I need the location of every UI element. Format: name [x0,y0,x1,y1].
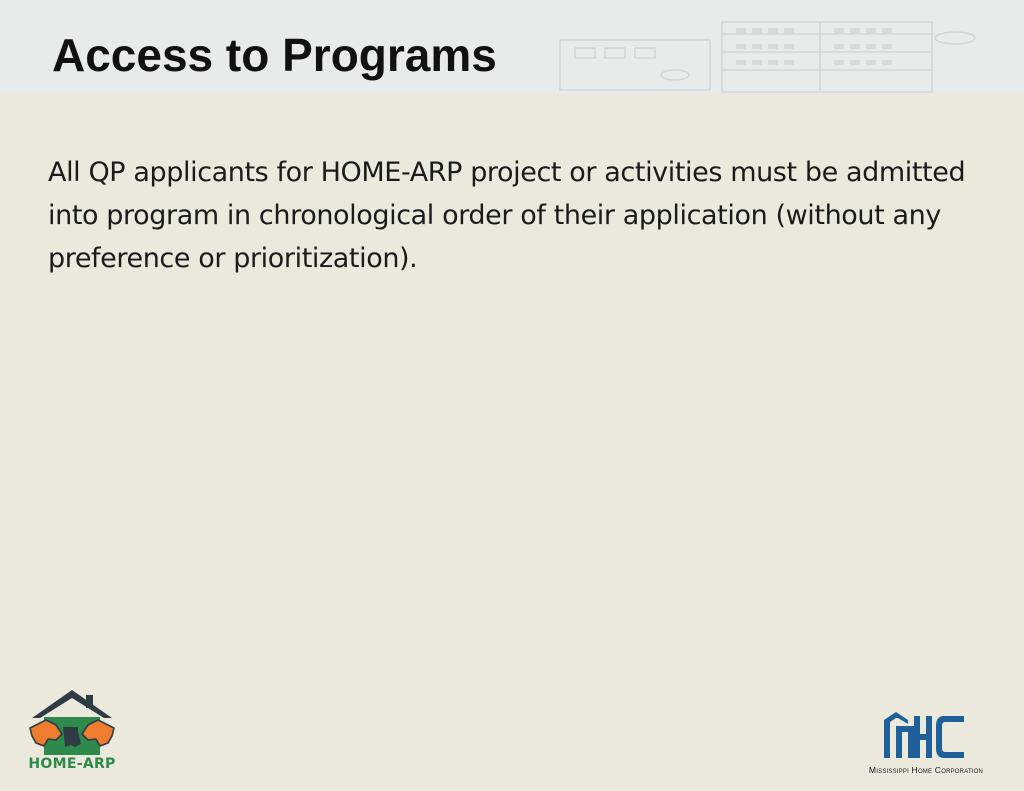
home-arp-wordmark: HOME-ARP [28,756,116,772]
slide-body-text: All QP applicants for HOME-ARP project or activities must be admitted into program in chronological order of their application (without any preference or prioritization). [48,157,966,274]
header-band [0,0,1024,93]
home-arp-logo [26,688,118,778]
home-arp-house-icon [26,688,118,756]
mhc-wordmark: Mississippi Home Corporation [868,765,984,775]
mhc-logo [838,708,1014,780]
slide-title: Access to Programs [52,29,497,81]
mhc-monogram-icon [882,708,966,760]
